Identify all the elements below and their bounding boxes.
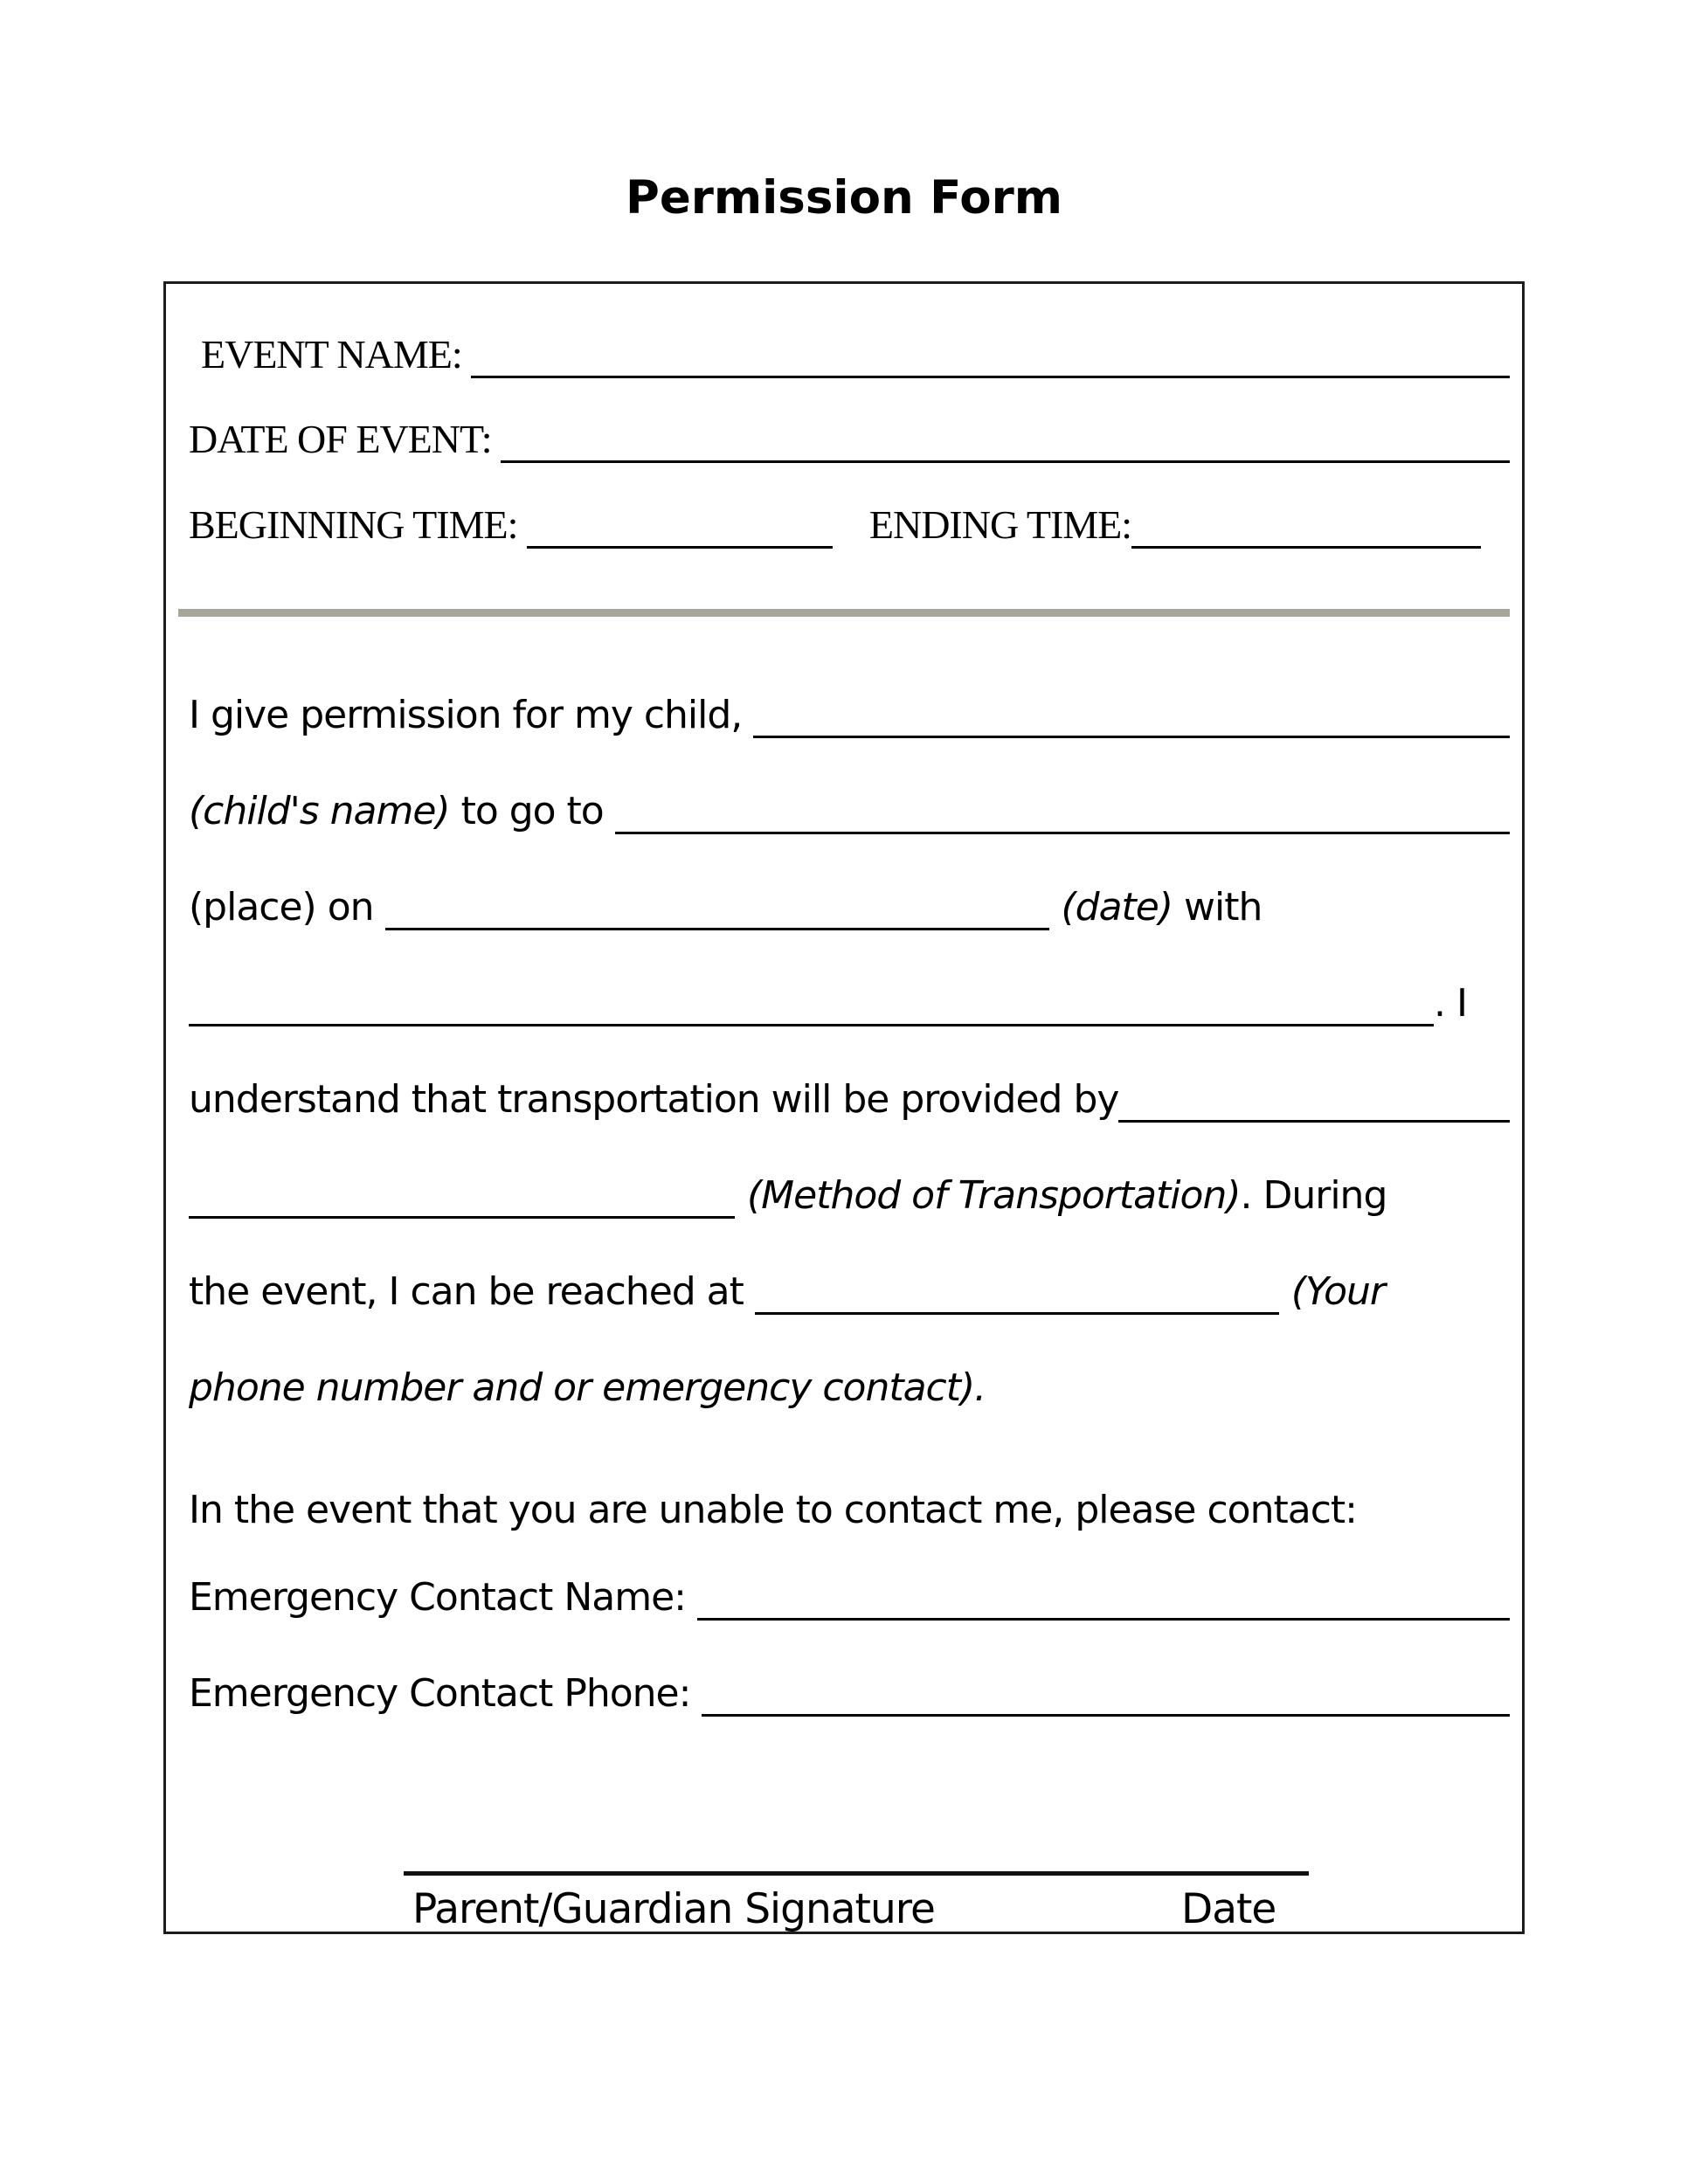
section-divider — [178, 609, 1510, 617]
field-label: BEGINNING TIME: — [189, 501, 527, 547]
body-text: . During — [1240, 1173, 1387, 1219]
unable-to-contact-line — [189, 1481, 1510, 1533]
blank-line[interactable] — [615, 823, 1510, 834]
permission-form-box — [163, 281, 1525, 1934]
blank-line[interactable] — [753, 727, 1510, 738]
hint-text: (Your — [1290, 1269, 1385, 1315]
spacer — [1279, 1314, 1291, 1315]
blank-line[interactable] — [189, 1207, 735, 1219]
date-of-event-row — [189, 411, 1510, 463]
emergency-contact-name-row — [189, 1568, 1510, 1621]
blank-line[interactable] — [501, 452, 1510, 463]
permission-line-2 — [189, 782, 1510, 834]
blank-line[interactable] — [1118, 1111, 1510, 1123]
signature-label: Parent/Guardian Signature — [412, 1885, 935, 1933]
body-text: with — [1173, 885, 1263, 930]
body-text: In the event that you are unable to contact me, please contact: — [189, 1488, 1357, 1533]
date-label: Date — [1181, 1885, 1276, 1933]
permission-line-1 — [189, 686, 1510, 738]
body-text: . I — [1434, 981, 1467, 1026]
field-label: DATE OF EVENT: — [189, 416, 502, 461]
field-label: EVENT NAME: — [201, 331, 472, 377]
permission-line-7 — [189, 1262, 1510, 1315]
signature-line[interactable] — [404, 1871, 1309, 1876]
hint-text: (date) — [1061, 885, 1173, 930]
body-text: Emergency Contact Phone: — [189, 1671, 702, 1717]
hint-text: (child's name) — [189, 789, 450, 834]
body-text: Emergency Contact Name: — [189, 1575, 697, 1621]
times-row — [189, 496, 1510, 549]
body-text: understand that transportation will be provided by — [189, 1077, 1119, 1123]
blank-line[interactable] — [697, 1609, 1510, 1621]
blank-line[interactable] — [189, 1015, 1434, 1026]
body-text: I give permission for my child, — [189, 693, 754, 738]
blank-line[interactable] — [755, 1303, 1279, 1315]
field-label: ENDING TIME: — [868, 501, 1132, 547]
permission-line-8 — [189, 1358, 1510, 1411]
body-text: (place) on — [189, 885, 385, 930]
blank-line[interactable] — [527, 537, 833, 549]
permission-line-3 — [189, 878, 1510, 930]
emergency-contact-phone-row — [189, 1664, 1510, 1717]
hint-text: (Method of Transportation) — [747, 1173, 1241, 1219]
spacer — [735, 1218, 747, 1219]
page-title: Permission Form — [625, 171, 1062, 225]
permission-line-5 — [189, 1070, 1510, 1123]
hint-text: phone number and or emergency contact). — [189, 1365, 986, 1411]
blank-line[interactable] — [471, 367, 1510, 378]
spacer — [189, 377, 201, 378]
body-text: the event, I can be reached at — [189, 1269, 755, 1315]
blank-line[interactable] — [385, 919, 1049, 930]
body-text: to go to — [449, 789, 615, 834]
blank-line[interactable] — [702, 1705, 1510, 1717]
permission-line-6 — [189, 1166, 1510, 1219]
permission-line-4 — [189, 974, 1510, 1026]
event-name-row — [189, 326, 1510, 378]
blank-line[interactable] — [1131, 537, 1481, 549]
spacer — [833, 548, 869, 549]
